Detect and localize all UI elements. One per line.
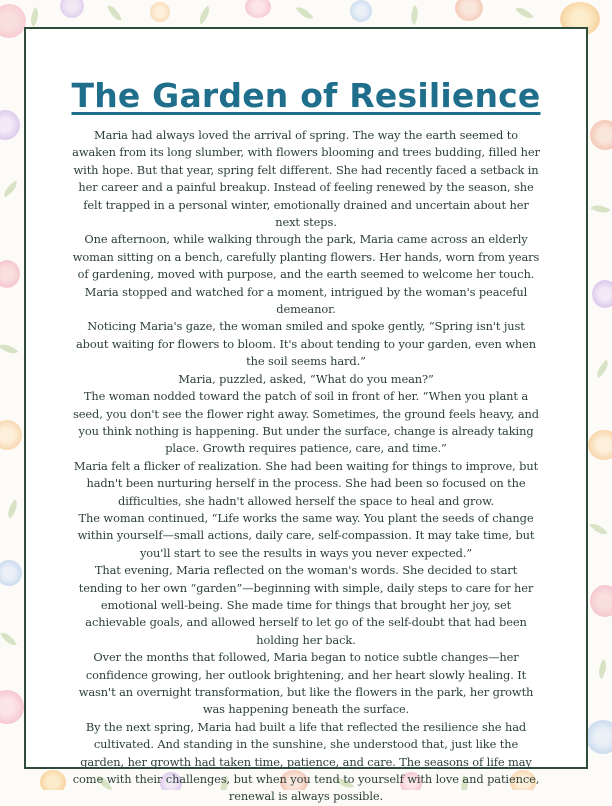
story-title: The Garden of Resilience <box>71 76 541 115</box>
story-paragraph: Maria had always loved the arrival of spring. The way the earth seemed to awaken from its long slumber, with flowers blooming and trees budding, filled her with hope. But that year, spring felt different. She had recently faced a setback in her career and a painful breakup. Instead of feeling renewed by the season, she felt trapped in a personal winter, emotionally drained and uncertain about her next steps. <box>72 128 540 230</box>
story-paragraph: That evening, Maria reflected on the woman's words. She decided to start tending to her own “garden”—beginning with simple, daily steps to care for her emotional well-being. She made time for things that brought her joy, set achievable goals, and allowed herself to let go of the self-doubt that had been holding her back. <box>78 563 534 647</box>
story-paragraph: The woman continued, “Life works the same way. You plant the seeds of change within yourself—small actions, daily care, self-compassion. It may take time, but you'll start to see the results in ways you never expected.” <box>77 510 535 560</box>
story-paragraph: By the next spring, Maria had built a life that reflected the resilience she had cultivated. And standing in the sunshine, she understood that, just like the garden, her growth had taken time, patience, and care. The seasons of life may come with their challenges, but when you tend to yourself with love and patience, renewal is always possible. <box>72 719 540 804</box>
story-paragraph: Over the months that followed, Maria began to notice subtle changes—her confidence growing, her outlook brightening, and her heart slowly healing. It wasn't an overnight transformation, but like the flowers in the park, her growth was happening beneath the surface. <box>78 650 534 717</box>
story-card <box>24 27 588 804</box>
story-paragraph: Maria, puzzled, asked, “What do you mean?” <box>178 371 434 386</box>
story-body <box>72 127 540 806</box>
story-paragraph: Noticing Maria's gaze, the woman smiled and spoke gently, “Spring isn't just about waiting for flowers to bloom. It's about tending to your garden, even when the soil seems hard.” <box>75 319 537 369</box>
story-paragraph: Maria felt a flicker of realization. She had been waiting for things to improve, but hadn't been nurturing herself in the process. She had been so focused on the difficulties, she hadn't allowed herself the space to heal and grow. <box>73 458 539 508</box>
story-paragraph: One afternoon, while walking through the park, Maria came across an elderly woman sitting on a bench, carefully planting flowers. Her hands, worn from years of gardening, moved with purpose, and the earth seemed to welcome her touch. Maria stopped and watched for a moment, intrigued by the woman's peaceful demeanor. <box>72 232 540 317</box>
story-paragraph: The woman nodded toward the patch of soil in front of her. “When you plant a seed, you don't see the flower right away. Sometimes, the ground feels heavy, and you think nothing is happening. But under the surface, change is already taking place. Growth requires patience, care, and time.” <box>73 389 539 456</box>
